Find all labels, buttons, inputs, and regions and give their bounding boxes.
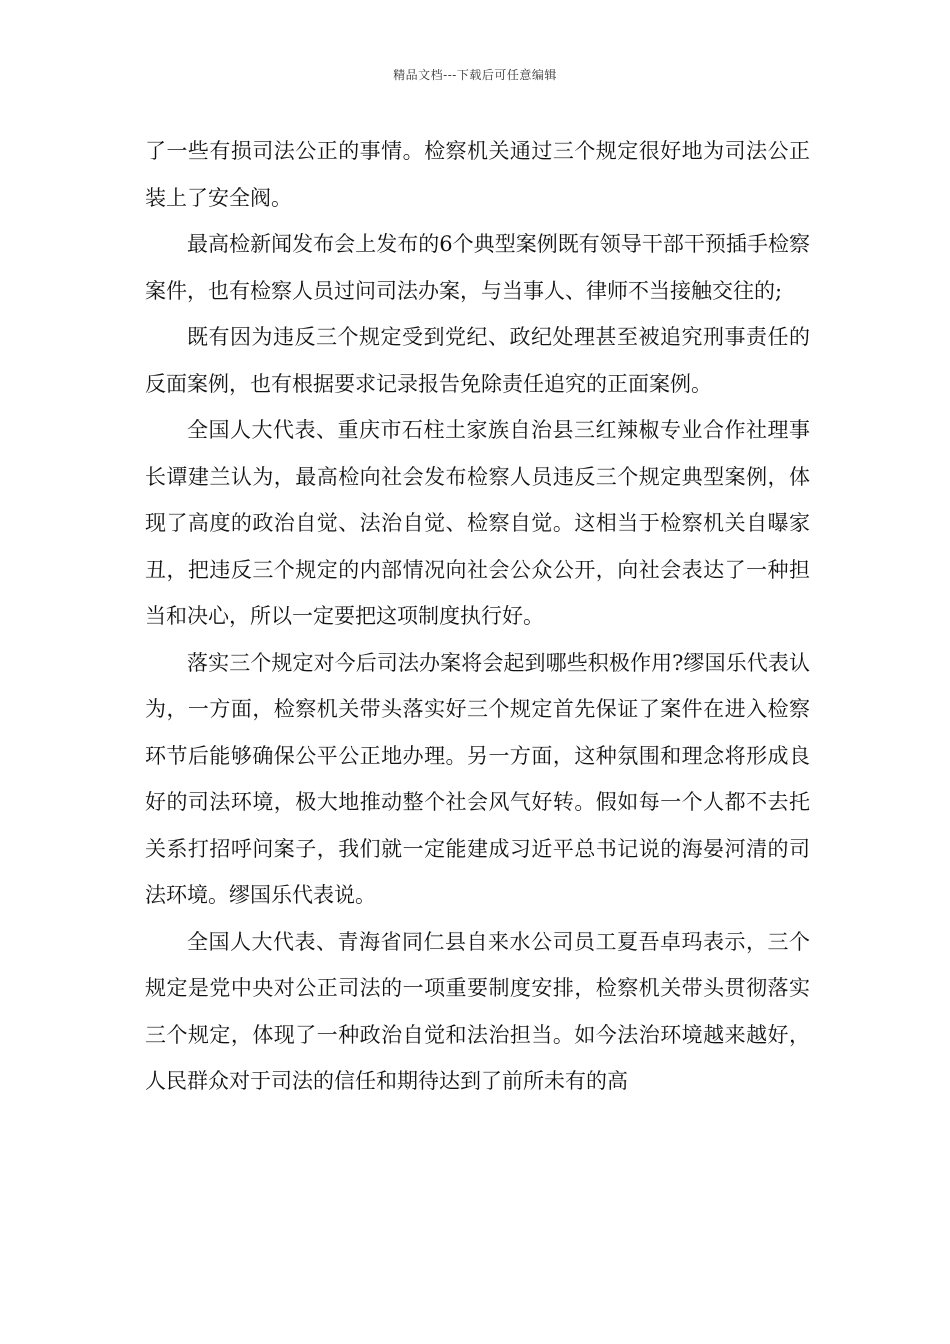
paragraph-6: 全国人大代表、青海省同仁县自来水公司员工夏吾卓玛表示，三个规定是党中央对公正司法的一项重要制度安排，检察机关带头贯彻落实三个规定，体现了一种政治自觉和法治担当。如今法治环境越来越好，人民群众对于司法的信任和期待达到了前所未有的高 bbox=[145, 929, 810, 1093]
page-header: 精品文档---下载后可任意编辑 bbox=[393, 68, 557, 82]
paragraph-1: 了一些有损司法公正的事情。检察机关通过三个规定很好地为司法公正装上了安全阀。 bbox=[145, 139, 810, 210]
paragraph-4: 全国人大代表、重庆市石柱土家族自治县三红辣椒专业合作社理事长谭建兰认为，最高检向社会发布检察人员违反三个规定典型案例，体现了高度的政治自觉、法治自觉、检察自觉。这相当于检察机关自曝家丑，把违反三个规定的内部情况向社会公众公开，向社会表达了一种担当和决心，所以一定要把这项制度执行好。 bbox=[145, 418, 810, 628]
paragraph-3: 既有因为违反三个规定受到党纪、政纪处理甚至被追究刑事责任的反面案例，也有根据要求记录报告免除责任追究的正面案例。 bbox=[145, 325, 810, 396]
document-body bbox=[145, 128, 810, 1105]
paragraph-2: 最高检新闻发布会上发布的6个典型案例既有领导干部干预插手检察案件，也有检察人员过问司法办案，与当事人、律师不当接触交往的; bbox=[145, 232, 810, 303]
paragraph-5: 落实三个规定对今后司法办案将会起到哪些积极作用?缪国乐代表认为，一方面，检察机关带头落实好三个规定首先保证了案件在进入检察环节后能够确保公平公正地办理。另一方面，这种氛围和理念将形成良好的司法环境，极大地推动整个社会风气好转。假如每一个人都不去托关系打招呼问案子，我们就一定能建成习近平总书记说的海晏河清的司法环境。缪国乐代表说。 bbox=[145, 650, 810, 907]
